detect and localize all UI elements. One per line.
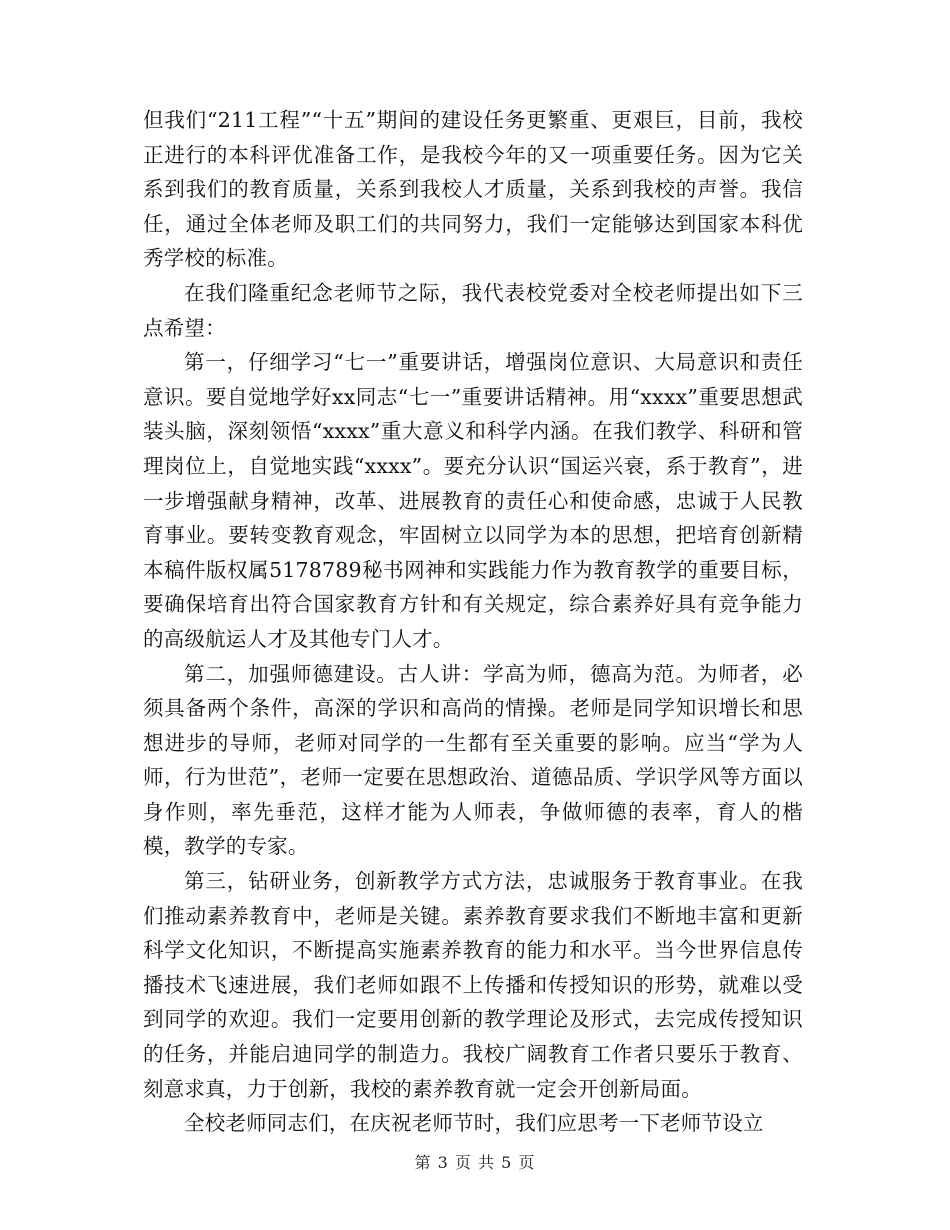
paragraph-second-hope: 第二，加强师德建设。古人讲：学高为师，德高为范。为师者，必须具备两个条件，高深的学识和高尚的情操。老师是同学知识增长和思想进步的导师，老师对同学的一生都有至关重要的影响。应当“学为人师，行为世范”，老师一定要在思想政治、道德品质、学识学风等方面以身作则，率先垂范，这样才能为人师表，争做师德的表率，育人的楷模，教学的专家。 [143, 661, 803, 859]
paragraph-hopes-intro: 在我们隆重纪念老师节之际，我代表校党委对全校老师提出如下三点希望： [143, 280, 803, 340]
document-body [143, 103, 803, 1141]
paragraph-continuation: 但我们“211工程”“十五”期间的建设任务更繁重、更艰巨，目前，我校正进行的本科评优准备工作，是我校今年的又一项重要任务。因为它关系到我们的教育质量，关系到我校人才质量，关系到我校的声誉。我信任，通过全体老师及职工们的共同努力，我们一定能够达到国家本科优秀学校的标准。 [143, 108, 803, 271]
paragraph-first-hope: 第一，仔细学习“七一”重要讲话，增强岗位意识、大局意识和责任意识。要自觉地学好xx同志“七一”重要讲话精神。用“xxxx”重要思想武装头脑，深刻领悟“xxxx”重大意义和科学内涵。在我们教学、科研和管理岗位上，自觉地实践“xxxx”。要充分认识“国运兴衰，系于教育”，进一步增强献身精神，改革、进展教育的责任心和使命感，忠诚于人民教育事业。要转变教育观念，牢固树立以同学为本的思想，把培育创新精本稿件版权属5178789秘书网神和实践能力作为教育教学的重要目标，要确保培育出符合国家教育方针和有关规定，综合素养好具有竞争能力的高级航运人才及其他专门人才。 [143, 350, 803, 651]
paragraph-closing: 全校老师同志们，在庆祝老师节时，我们应思考一下老师节设立 [184, 1111, 764, 1136]
page-number-footer: 第 3 页 共 5 页 [414, 1153, 536, 1172]
paragraph-third-hope: 第三，钻研业务，创新教学方式方法，忠诚服务于教育事业。在我们推动素养教育中，老师是关键。素养教育要求我们不断地丰富和更新科学文化知识，不断提高实施素养教育的能力和水平。当今世界信息传播技术飞速进展，我们老师如跟不上传播和传授知识的形势，就难以受到同学的欢迎。我们一定要用创新的教学理论及形式，去完成传授知识的任务，并能启迪同学的制造力。我校广阔教育工作者只要乐于教育、刻意求真，力于创新，我校的素养教育就一定会开创新局面。 [143, 869, 803, 1101]
